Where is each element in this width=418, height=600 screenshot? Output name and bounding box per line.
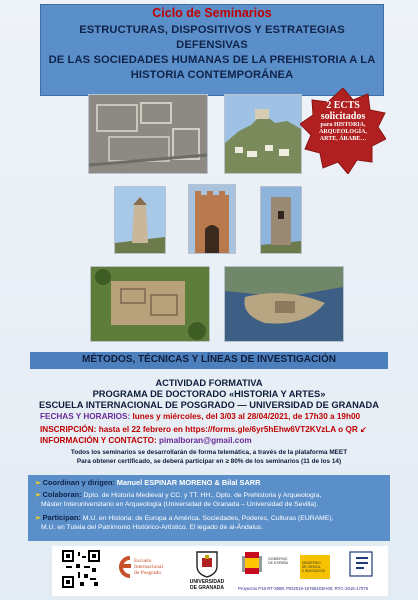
school-name: ESCUELA INTERNACIONAL DE POSGRADO — UNIVERSIDAD DE GRANADA: [39, 400, 379, 410]
registration-link[interactable]: hasta el 22 febrero en https://forms.gle/6yr5hEhw6VT2KVzLA: [98, 425, 336, 434]
registration-line: [40, 424, 367, 434]
ministry-name-block: MINISTERIO DE CIENCIA E INNOVACIÓN: [300, 555, 330, 579]
government-label: GOBIERNO DE ESPAÑA: [268, 557, 289, 566]
section-band: [30, 352, 388, 369]
contact-email[interactable]: pimalboran@gmail.com: [159, 436, 252, 445]
excavation-aerial-photo: [88, 94, 208, 174]
hilltop-town-photo: [224, 94, 302, 174]
ects-count: 2 ECTS: [326, 100, 360, 111]
research-agency-logo: [344, 550, 378, 580]
logos-footer: [52, 546, 388, 596]
seminar-title: [46, 23, 378, 83]
header-panel: [40, 4, 384, 96]
contact-line: [40, 436, 252, 445]
doctoral-program: PROGRAMA DE DOCTORADO «HISTORIA Y ARTES»: [92, 389, 326, 399]
seminar-title-line: HISTORIA CONTEMPORÁNEA: [130, 69, 294, 81]
organizers-panel: [28, 475, 390, 541]
activity-type: ACTIVIDAD FORMATIVA: [155, 378, 263, 388]
dates-label: FECHAS Y HORARIOS: [40, 412, 128, 421]
ministry-logo: [240, 550, 330, 584]
coordinators-names: Manuel ESPINAR MORENO & Bilal SARR: [116, 478, 261, 487]
seminar-title-line: ESTRUCTURAS, DISPOSITIVOS Y ESTRATEGIAS DEFENSIVAS: [79, 24, 345, 51]
arrow-bullet-icon: ➢: [35, 492, 41, 499]
university-name: UNIVERSIDAD DE GRANADA: [189, 579, 225, 591]
participants-row: [35, 514, 384, 532]
posgrado-school-name: Escuela Internacional de Posgrado: [134, 558, 164, 577]
ects-fields: ARQUEOLOGÍA,: [319, 129, 367, 135]
round-tower-photo: [114, 186, 166, 254]
collaborators-list-cont: Máster Interuniversitario en Arqueología (Universidad de Granada – Universidad de Sevilla).: [41, 500, 319, 508]
dates-value: lunes y miércoles, del 3/03 al 28/04/2021, de 17h30 a 19h00: [132, 412, 361, 421]
ects-fields-more: ARTE, ÁRABE…: [319, 136, 367, 142]
collaborators-row: [35, 491, 384, 509]
ects-for: para HISTORIA,: [320, 122, 366, 128]
seminar-cycle-kicker: Ciclo de Seminarios: [152, 6, 272, 20]
contact-label: INFORMACIÓN Y CONTACTO:: [40, 436, 157, 445]
registration-qr-hint: o QR ↙: [338, 425, 367, 434]
brick-gate-tower-photo: [188, 184, 236, 254]
participants-label: Participan:: [42, 513, 81, 522]
collaborators-list: Dpto. de Historia Medieval y CC. y TT. HH., Dpto. de Prehistoria y Arqueología,: [83, 492, 322, 499]
registration-label: INSCRIPCIÓN:: [40, 425, 97, 434]
arrow-bullet-icon: ➢: [35, 515, 41, 522]
coordinators-row: [35, 479, 384, 489]
ects-status: solicitados: [320, 111, 366, 122]
arrow-bullet-icon: ➢: [35, 480, 41, 487]
certificate-note: Para obtener certificado, se deberá participar en ≥ 80% de los seminarios (11 de los 14): [76, 458, 342, 465]
ects-badge: [300, 88, 386, 174]
participants-list: M.U. en Historia: de Europa a América. Sociedades, Poderes, Culturas (EURAME),: [82, 515, 334, 522]
dates-line: FECHAS Y HORARIOS: lunes y miércoles, del 3/03 al 28/04/2021, de 17h30 a 19h00: [40, 412, 361, 421]
collaborators-label: Colaboran:: [42, 490, 82, 499]
coordinators-label: Coordinan y dirigen:: [42, 478, 115, 487]
section-title: MÉTODOS, TÉCNICAS Y LÍNEAS DE INVESTIGACIÓN: [82, 354, 336, 365]
participants-list-cont: M.U. en Tutela del Patrimonio Histórico-Artístico. El legado de al-Ándalus.: [41, 523, 264, 531]
online-note: Todos los seminarios se desarrollarán de forma telemática, a través de la plataforma MEET: [70, 449, 348, 456]
excavation-site-photo: [90, 266, 210, 342]
stone-watchtower-photo: [260, 186, 302, 254]
university-of-granada-logo: [182, 548, 232, 592]
project-codes: Proyectos P18-RT-3588; PID2019-107654GB-I00; RYC-2015-17075: [238, 586, 369, 591]
qr-code-icon[interactable]: [62, 550, 100, 588]
seminar-title-line: DE LAS SOCIEDADES HUMANAS DE LA PREHISTORIA A LA: [48, 54, 376, 66]
lakeside-fortress-photo: [224, 266, 344, 342]
